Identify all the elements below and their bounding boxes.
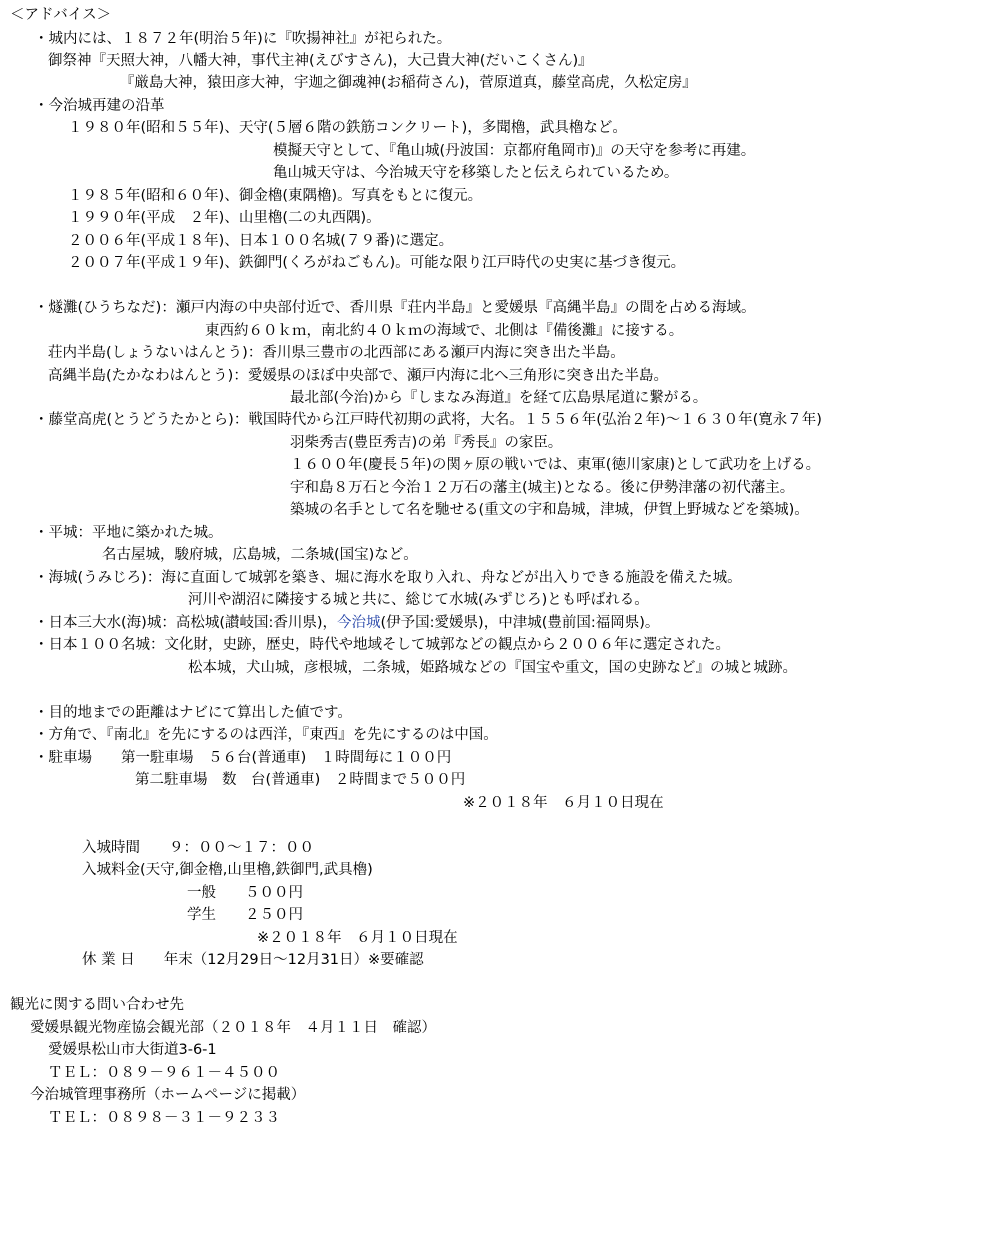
rebuild-1990: １９９０年(平成 ２年)、山里櫓(二の丸西隅)。 <box>68 210 381 226</box>
hiuchinada-line-2: 東西約６０ｋｍ，南北約４０ｋｍの海域で、北側は『備後灘』に接する。 <box>205 323 684 339</box>
closed-days: 休 業 日 年末（12月29日～12月31日）※要確認 <box>82 952 424 968</box>
takanawa-peninsula-line: 高縄半島(たかなわはんとう)：愛媛県のほぼ中央部で、瀬戸内海に北へ三角形に突き出た半島。 <box>48 368 669 384</box>
rebuild-title: ・今治城再建の沿革 <box>34 98 165 114</box>
distance-note: ・目的地までの距離はナビにて算出した値です。 <box>34 705 352 721</box>
contact-org-2: 今治城管理事務所（ホームページに掲載） <box>30 1087 306 1103</box>
hyakumeijo-line-2: 松本城，犬山城，彦根城，二条城，姫路城などの『国宝や重文，国の史跡など』の城と城跡。 <box>188 660 797 676</box>
admission-fee-title: 入城料金(天守,御金櫓,山里櫓,鉄御門,武具櫓) <box>82 862 373 878</box>
shonai-peninsula-line: 荘内半島(しょうないはんとう)：香川県三豊市の北西部にある瀬戸内海に突き出た半島。 <box>48 345 625 361</box>
sandaisui-line <box>34 614 659 632</box>
todo-takatora-line-2: 羽柴秀吉(豊臣秀吉)の弟『秀長』の家臣。 <box>290 435 563 451</box>
rebuild-1980-note: 模擬天守として、『亀山城(丹波国：京都府亀岡市)』の天守を参考に再建。 <box>273 143 756 159</box>
sandaisui-suffix: (伊予国:愛媛県)，中津城(豊前国:福岡県)。 <box>380 615 660 631</box>
hiuchinada-line: ・燧灘(ひうちなだ)：瀬戸内海の中央部付近で、香川県『荘内半島』と愛媛県『高縄半島』の間を占める海域。 <box>34 300 756 316</box>
rebuild-1985: １９８５年(昭和６０年)、御金櫓(東隅櫓)。写真をもとに復元。 <box>68 188 483 204</box>
shrine-deities-line-2: 『厳島大神，猿田彦大神，宇迦之御魂神(お稲荷さん)，菅原道真，藤堂高虎，久松定房』 <box>120 75 697 91</box>
direction-note: ・方角で、『南北』を先にするのは西洋，『東西』を先にするのは中国。 <box>34 727 498 743</box>
sandaisui-prefix: ・日本三大水(海)城：高松城(讃岐国:香川県)， <box>34 615 338 631</box>
rebuild-1980-note-2: 亀山城天守は、今治城天守を移築したと伝えられているため。 <box>273 165 679 181</box>
todo-takatora-line-4: 宇和島８万石と今治１２万石の藩主(城主)となる。後に伊勢津藩の初代藩主。 <box>290 480 795 496</box>
umijiro-line-2: 河川や湖沼に隣接する城と共に、総じて水城(みずじろ)とも呼ばれる。 <box>188 592 649 608</box>
imabari-castle-link[interactable]: 今治城 <box>337 615 381 631</box>
rebuild-2007: ２００７年(平成１９年)、鉄御門(くろがねごもん)。可能な限り江戸時代の史実に基づき復元。 <box>68 255 686 271</box>
admission-hours: 入城時間 ９：００～１７：００ <box>82 840 314 856</box>
shrine-line: ・城内には、１８７２年(明治５年)に『吹揚神社』が祀られた。 <box>34 31 452 47</box>
rebuild-2006: ２００６年(平成１８年)、日本１００名城(７９番)に選定。 <box>68 233 454 249</box>
contact-tel-1: ＴＥＬ：０８９－９６１－４５００ <box>48 1065 280 1081</box>
hirajiro-examples: 名古屋城，駿府城，広島城，二条城(国宝)など。 <box>102 547 418 563</box>
contact-tel-2: ＴＥＬ：０８９８－３１－９２３３ <box>48 1110 280 1126</box>
parking-line-2: 第二駐車場 数 台(普通車) ２時間まで５００円 <box>135 772 466 788</box>
fee-as-of: ※２０１８年 ６月１０日現在 <box>257 930 458 946</box>
contact-address-1: 愛媛県松山市大街道3-6-1 <box>48 1042 217 1058</box>
parking-line-1: ・駐車場 第一駐車場 ５６台(普通車) １時間毎に１００円 <box>34 750 452 766</box>
fee-student: 学生 ２５０円 <box>187 907 303 923</box>
contact-title: 観光に関する問い合わせ先 <box>10 997 184 1013</box>
contact-org-1: 愛媛県観光物産協会観光部（２０１８年 ４月１１日 確認） <box>30 1020 436 1036</box>
takanawa-peninsula-line-2: 最北部(今治)から『しまなみ海道』を経て広島県尾道に繋がる。 <box>290 390 708 406</box>
hirajiro-line: ・平城：平地に築かれた城。 <box>34 525 223 541</box>
todo-takatora-line-5: 築城の名手として名を馳せる(重文の宇和島城，津城，伊賀上野城などを築城)。 <box>290 502 809 518</box>
rebuild-1980: １９８０年(昭和５５年)、天守(５層６階の鉄筋コンクリート)，多聞櫓，武具櫓など。 <box>68 120 627 136</box>
todo-takatora-line: ・藤堂高虎(とうどうたかとら)：戦国時代から江戸時代初期の武将，大名。１５５６年(弘治２年)～１６３０年(寛永７年) <box>34 412 822 428</box>
hyakumeijo-line: ・日本１００名城：文化財，史跡，歴史，時代や地域そして城郭などの観点から２００６年に選定された。 <box>34 637 730 653</box>
umijiro-line: ・海城(うみじろ)：海に直面して城郭を築き、堀に海水を取り入れ、舟などが出入りできる施設を備えた城。 <box>34 570 742 586</box>
parking-as-of: ※２０１８年 ６月１０日現在 <box>463 795 664 811</box>
shrine-deities-line: 御祭神『天照大神，八幡大神，事代主神(えびすさん)，大己貴大神(だいこくさん)』 <box>48 53 593 69</box>
fee-general: 一般 ５００円 <box>187 885 303 901</box>
advice-heading: ＜アドバイス＞ <box>10 7 112 23</box>
todo-takatora-line-3: １６００年(慶長５年)の関ヶ原の戦いでは、東軍(徳川家康)として武功を上げる。 <box>290 457 821 473</box>
